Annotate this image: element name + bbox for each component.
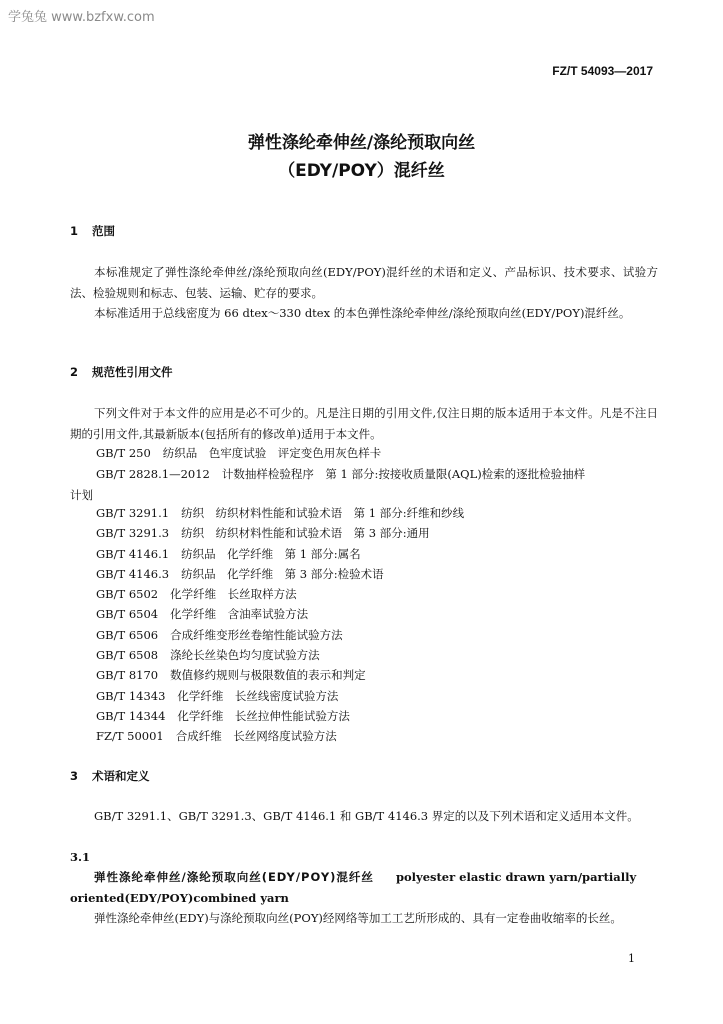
- section-heading-normative-references: [70, 364, 173, 380]
- watermark: 学兔兔 www.bzfxw.com: [8, 10, 155, 25]
- reference-item: GB/T 3291.1 纺织 纺织材料性能和试验术语 第 1 部分:纤维和纱线: [96, 506, 465, 520]
- reference-item: GB/T 6502 化学纤维 长丝取样方法: [96, 587, 297, 601]
- standard-code: FZ/T 54093—2017: [552, 64, 653, 78]
- section-title: 范围: [92, 224, 115, 238]
- reference-item: GB/T 3291.3 纺织 纺织材料性能和试验术语 第 3 部分:通用: [96, 526, 430, 540]
- reference-item: GB/T 6508 涤纶长丝染色均匀度试验方法: [96, 648, 320, 662]
- reference-item: GB/T 6504 化学纤维 含油率试验方法: [96, 607, 309, 621]
- section-number: 2: [70, 365, 79, 379]
- section-number: 1: [70, 224, 79, 238]
- reference-item: GB/T 2828.1—2012 计数抽样检验程序 第 1 部分:按接收质量限(AQL)检索的逐批检验抽样 计划: [70, 467, 586, 502]
- section-heading-terms: [70, 768, 150, 784]
- document-title-line2: （EDY/POY）混纤丝: [278, 161, 445, 181]
- document-title-line1: 弹性涤纶牵伸丝/涤纶预取向丝: [247, 133, 476, 153]
- term-english-line2: oriented(EDY/POY)combined yarn: [70, 891, 289, 905]
- reference-item: GB/T 250 纺织品 色牢度试验 评定变色用灰色样卡: [96, 446, 382, 460]
- scope-paragraph-1: 本标准规定了弹性涤纶牵伸丝/涤纶预取向丝(EDY/POY)混纤丝的术语和定义、产品标识、技术要求、试验方法、检验规则和标志、包装、运输、贮存的要求。: [70, 265, 658, 300]
- term-number: 3.1: [70, 850, 91, 864]
- reference-item: GB/T 6506 合成纤维变形丝卷缩性能试验方法: [96, 628, 343, 642]
- scope-paragraph-2: 本标准适用于总线密度为 66 dtex～330 dtex 的本色弹性涤纶牵伸丝/涤纶预取向丝(EDY/POY)混纤丝。: [94, 306, 631, 320]
- page-number: 1: [628, 952, 635, 965]
- references-intro: 下列文件对于本文件的应用是必不可少的。凡是注日期的引用文件,仅注日期的版本适用于本文件。凡是不注日期的引用文件,其最新版本(包括所有的修改单)适用于本文件。: [70, 406, 658, 441]
- term-definition: 弹性涤纶牵伸丝(EDY)与涤纶预取向丝(POY)经网络等加工工艺所形成的、具有一定卷曲收缩率的长丝。: [94, 911, 622, 925]
- section-heading-scope: [70, 223, 115, 239]
- term-chinese: 弹性涤纶牵伸丝/涤纶预取向丝(EDY/POY)混纤丝: [94, 870, 374, 884]
- term-english-line1: polyester elastic drawn yarn/partially: [395, 870, 637, 884]
- term-entry: [70, 867, 658, 887]
- reference-item: GB/T 14343 化学纤维 长丝线密度试验方法: [96, 689, 339, 703]
- terms-intro: GB/T 3291.1、GB/T 3291.3、GB/T 4146.1 和 GB/T 4146.3 界定的以及下列术语和定义适用本文件。: [94, 809, 639, 823]
- reference-item: GB/T 14344 化学纤维 长丝拉伸性能试验方法: [96, 709, 350, 723]
- reference-item: FZ/T 50001 合成纤维 长丝网络度试验方法: [96, 729, 337, 743]
- section-number: 3: [70, 769, 79, 783]
- section-title: 术语和定义: [92, 769, 150, 783]
- section-title: 规范性引用文件: [92, 365, 173, 379]
- reference-item: GB/T 4146.3 纺织品 化学纤维 第 3 部分:检验术语: [96, 567, 384, 581]
- reference-item: GB/T 8170 数值修约规则与极限数值的表示和判定: [96, 668, 366, 682]
- reference-item: GB/T 4146.1 纺织品 化学纤维 第 1 部分:属名: [96, 547, 361, 561]
